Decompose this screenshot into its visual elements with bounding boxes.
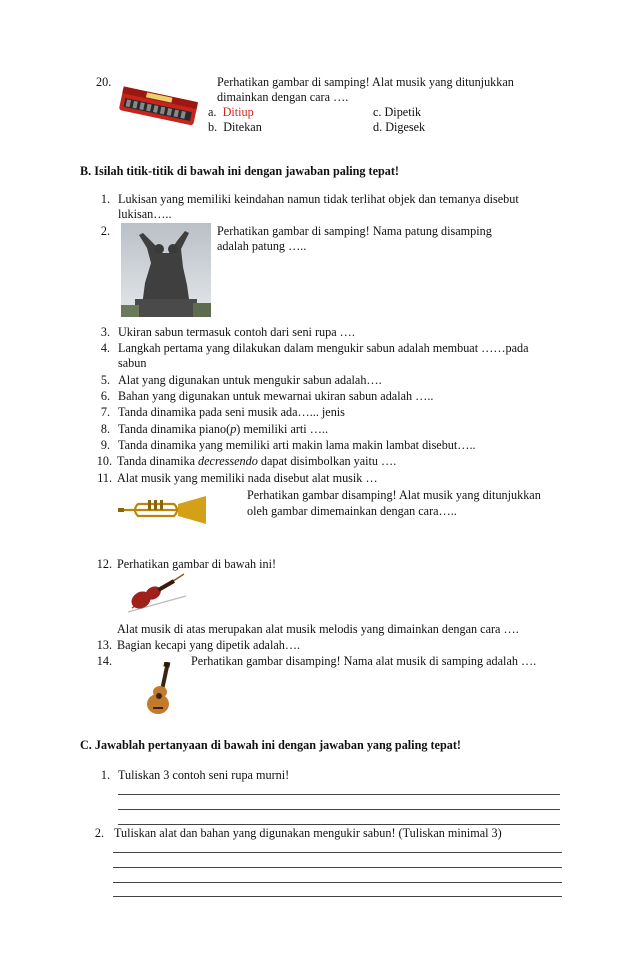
- b-q1-line1: Lukisan yang memiliki keindahan namun tidak terlihat objek dan temanya disebut: [118, 192, 519, 206]
- q20-option-b: b. Ditekan: [208, 120, 262, 134]
- statue-image: [121, 223, 211, 317]
- b-q4-number: 4.: [100, 341, 110, 355]
- b-q12-number: 12.: [96, 557, 112, 571]
- b-q14-number: 14.: [96, 654, 112, 668]
- harmonica-image: [114, 80, 202, 136]
- b-q3-text: Ukiran sabun termasuk contoh dari seni rupa ….: [118, 325, 355, 339]
- c-q2-answer-line-3[interactable]: [113, 882, 562, 883]
- c-q2-number: 2.: [94, 826, 104, 840]
- b-q7-number: 7.: [100, 405, 110, 419]
- b-q12-line2: Alat musik di atas merupakan alat musik melodis yang dimainkan dengan cara ….: [117, 622, 519, 636]
- b-q1-number: 1.: [100, 192, 110, 206]
- b-q3-number: 3.: [100, 325, 110, 339]
- b-q8-text: Tanda dinamika piano(p) memiliki arti …..: [118, 422, 329, 436]
- b-q11-line2: Perhatikan gambar disamping! Alat musik yang ditunjukkan: [247, 488, 541, 502]
- b-q10-text: Tanda dinamika decressendo dapat disimbolkan yaitu ….: [117, 454, 397, 468]
- b-q2-number: 2.: [100, 224, 110, 238]
- c-q1-number: 1.: [100, 768, 110, 782]
- b-q4-line2: sabun: [118, 356, 147, 370]
- b-q4-line1: Langkah pertama yang dilakukan dalam mengukir sabun adalah membuat ……pada: [118, 341, 529, 355]
- c-q1-answer-line-3[interactable]: [118, 824, 560, 825]
- b-q11-number: 11.: [97, 471, 112, 485]
- q20-option-d: d. Digesek: [373, 120, 426, 134]
- q20-answer-ditiup: Ditiup: [222, 105, 254, 119]
- b-q11-line3: oleh gambar dimemainkan dengan cara…..: [247, 504, 457, 518]
- c-q2-answer-line-1[interactable]: [113, 852, 562, 853]
- trumpet-image: [118, 494, 210, 526]
- b-q9-text: Tanda dinamika yang memiliki arti makin lama makin lambat disebut…..: [118, 438, 476, 452]
- b-q5-number: 5.: [100, 373, 110, 387]
- q20-option-a: a. Ditiup: [208, 105, 254, 119]
- b-q9-number: 9.: [100, 438, 110, 452]
- b-q13-text: Bagian kecapi yang dipetik adalah….: [117, 638, 301, 652]
- q20-line1: Perhatikan gambar di samping! Alat musik yang ditunjukkan: [217, 75, 514, 89]
- c-q1-answer-line-2[interactable]: [118, 809, 560, 810]
- b-q2-line2: adalah patung …..: [217, 239, 307, 253]
- violin-image: [118, 570, 188, 614]
- b-q12-line1: Perhatikan gambar di bawah ini!: [117, 557, 277, 571]
- c-q2-text: Tuliskan alat dan bahan yang digunakan mengukir sabun! (Tuliskan minimal 3): [114, 826, 502, 840]
- q20-line2: dimainkan dengan cara ….: [217, 90, 349, 104]
- b-q6-number: 6.: [100, 389, 110, 403]
- b-q14-text: Perhatikan gambar disamping! Nama alat musik di samping adalah ….: [191, 654, 537, 668]
- b-q2-line1: Perhatikan gambar di samping! Nama patung disamping: [217, 224, 492, 238]
- section-b-title: B. Isilah titik-titik di bawah ini dengan jawaban paling tepat!: [80, 164, 399, 178]
- b-q7-text: Tanda dinamika pada seni musik ada…... jenis: [118, 405, 345, 419]
- b-q1-line2: lukisan…..: [118, 207, 172, 221]
- c-q2-answer-line-4[interactable]: [113, 896, 562, 897]
- q20-number: 20.: [96, 75, 112, 89]
- c-q1-answer-line-1[interactable]: [118, 794, 560, 795]
- section-c-title: C. Jawablah pertanyaan di bawah ini dengan jawaban yang paling tepat!: [80, 738, 461, 752]
- b-q6-text: Bahan yang digunakan untuk mewarnai ukiran sabun adalah …..: [118, 389, 434, 403]
- guitar-image: [144, 662, 178, 716]
- q20-option-c: c. Dipetik: [373, 105, 422, 119]
- b-q11-line1: Alat musik yang memiliki nada disebut alat musik …: [117, 471, 378, 485]
- b-q13-number: 13.: [96, 638, 112, 652]
- c-q2-answer-line-2[interactable]: [113, 867, 562, 868]
- b-q8-number: 8.: [100, 422, 110, 436]
- b-q10-number: 10.: [96, 454, 112, 468]
- b-q5-text: Alat yang digunakan untuk mengukir sabun adalah….: [118, 373, 382, 387]
- c-q1-text: Tuliskan 3 contoh seni rupa murni!: [118, 768, 290, 782]
